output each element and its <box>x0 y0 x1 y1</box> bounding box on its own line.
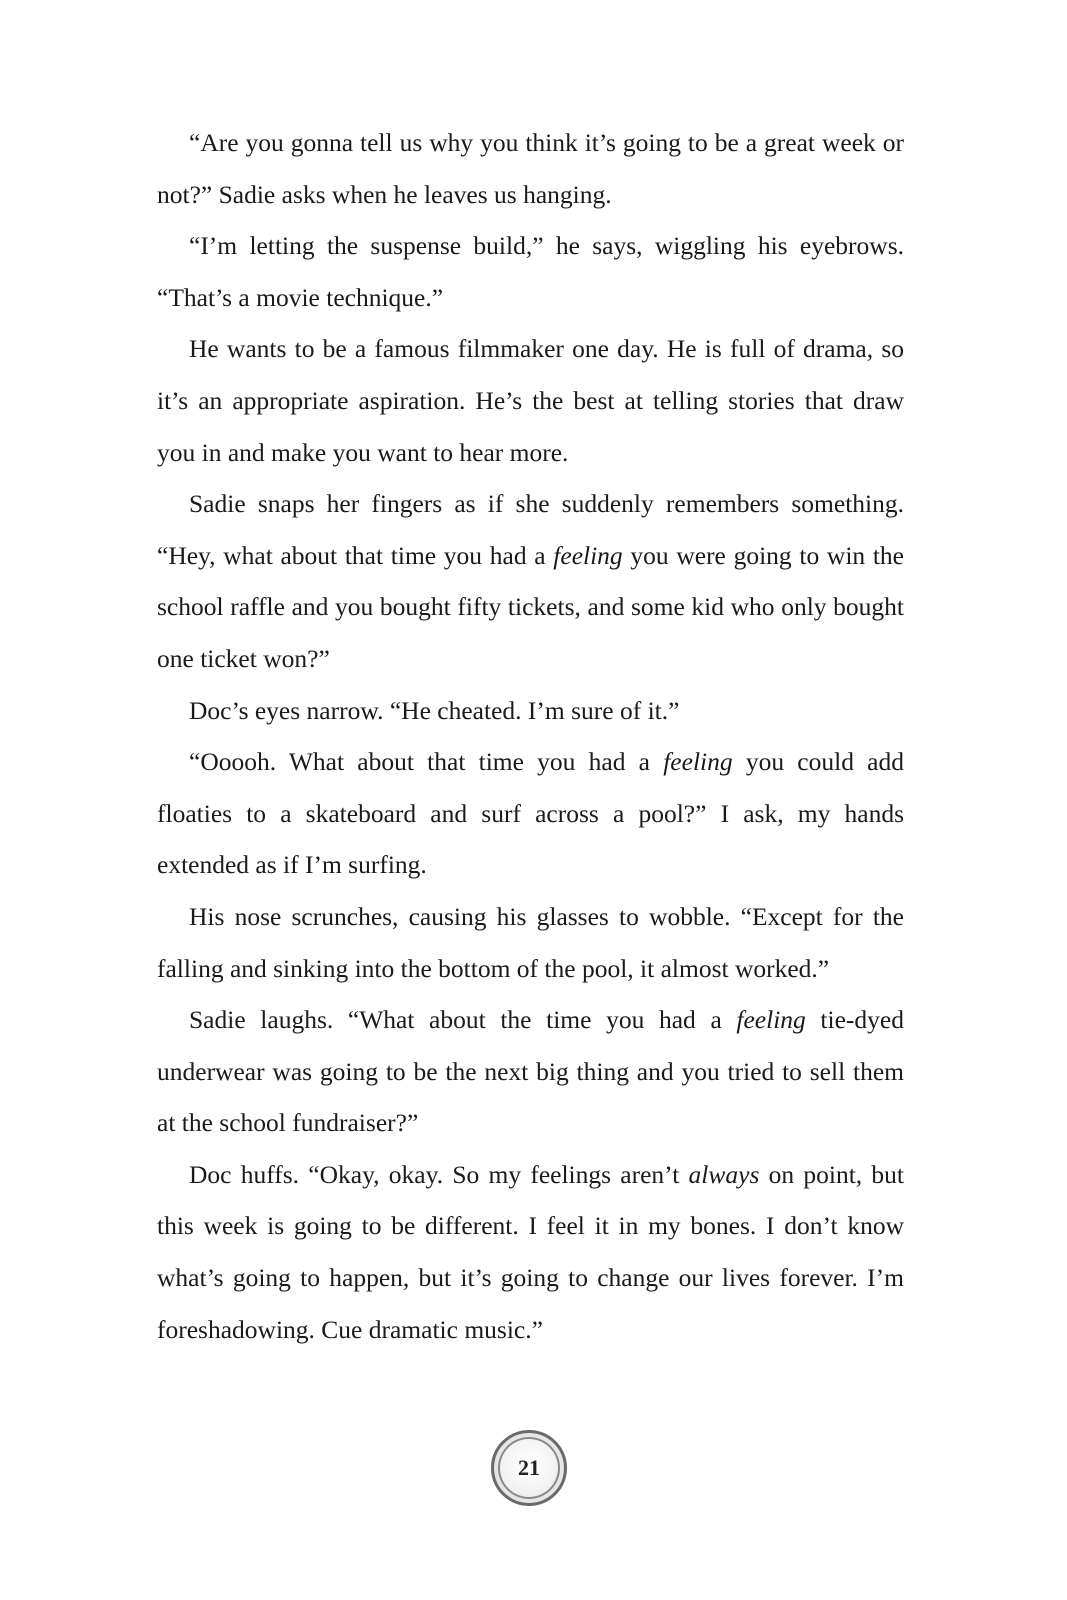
paragraph <box>157 323 904 478</box>
text-segment: “Ooooh. What about that time you had a <box>189 747 664 777</box>
paragraph <box>157 994 904 1149</box>
italic-text: always <box>688 1159 760 1189</box>
text-segment: “Are you gonna tell us why you think it’s going to be a great week or not?” Sadie asks when he leaves us hanging. <box>157 128 904 209</box>
text-segment: “I’m letting the suspense build,” he says, wiggling his eyebrows. “That’s a movie technique.” <box>157 231 904 312</box>
text-segment: tie-dyed underwear was going to be the next big thing and you tried to sell them at the school fundraiser?” <box>157 1005 904 1138</box>
paragraph <box>157 478 904 684</box>
paragraph <box>157 117 904 220</box>
italic-text: feeling <box>553 540 623 570</box>
body-text <box>157 117 904 1355</box>
paragraph <box>157 736 904 891</box>
text-segment: His nose scrunches, causing his glasses to wobble. “Except for the falling and sinking into the bottom of the pool, it almost worked.” <box>157 901 904 983</box>
text-segment: Doc’s eyes narrow. “He cheated. I’m sure of it.” <box>189 695 680 725</box>
text-segment: on point, but this week is going to be different. I feel it in my bones. I don’t know what’s going to happen, but it’s going to change our lives forever. I’m foreshadowing. Cue dramatic music.” <box>157 1159 904 1344</box>
italic-text: feeling <box>736 1005 806 1035</box>
paragraph <box>157 685 904 737</box>
text-segment: Doc huffs. “Okay, okay. So my feelings aren’t <box>189 1159 689 1189</box>
page-number-badge <box>491 1430 567 1506</box>
page-number: 21 <box>518 1455 540 1480</box>
text-segment: you were going to win the school raffle and you bought fifty tickets, and some kid who only bought one ticket won?” <box>157 540 905 673</box>
italic-text: feeling <box>663 747 733 777</box>
paragraph <box>157 220 904 323</box>
text-segment: Sadie snaps her fingers as if she suddenly remembers something. “Hey, what about that time you had a <box>157 489 904 570</box>
text-segment: He wants to be a famous filmmaker one day. He is full of drama, so it’s an appropriate aspiration. He’s the best at telling stories that draw you in and make you want to hear more. <box>157 334 904 467</box>
paragraph <box>157 891 904 994</box>
text-segment: Sadie laughs. “What about the time you had a <box>189 1005 737 1035</box>
text-segment: you could add floaties to a skateboard and surf across a pool?” I ask, my hands extended as if I’m surfing. <box>157 747 904 880</box>
paragraph <box>157 1149 904 1355</box>
